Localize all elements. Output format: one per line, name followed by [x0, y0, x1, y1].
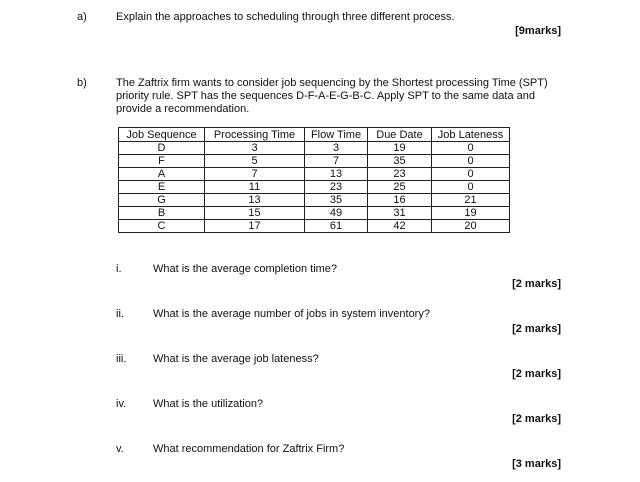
- part-b-text: The Zaftrix firm wants to consider job sequencing by the Shortest processing Time (SPT) priority rule. SPT has the sequences D-F-A-E-G-B-C. Apply SPT to the same data and provide a recommendation.: [116, 77, 548, 115]
- part-b-label: b): [77, 77, 87, 89]
- job-cell: B: [119, 207, 205, 220]
- table-row: [119, 181, 510, 194]
- job-sequence-table: [118, 127, 510, 233]
- lateness-cell: 0: [432, 155, 510, 168]
- question-marks: [3 marks]: [512, 458, 561, 470]
- due-date-cell: 23: [368, 168, 432, 181]
- header-processing-time: Processing Time: [205, 128, 305, 142]
- question-text: What is the average number of jobs in system inventory?: [153, 308, 430, 320]
- part-a-label: a): [77, 11, 87, 23]
- job-cell: G: [119, 194, 205, 207]
- job-cell: D: [119, 142, 205, 155]
- lateness-cell: 19: [432, 207, 510, 220]
- job-cell: E: [119, 181, 205, 194]
- table-row: [119, 155, 510, 168]
- processing-time-cell: 5: [205, 155, 305, 168]
- table-row: [119, 194, 510, 207]
- header-due-date: Due Date: [368, 128, 432, 142]
- flow-time-cell: 61: [305, 220, 368, 233]
- flow-time-cell: 35: [305, 194, 368, 207]
- processing-time-cell: 11: [205, 181, 305, 194]
- due-date-cell: 35: [368, 155, 432, 168]
- question-marks: [2 marks]: [512, 278, 561, 290]
- question-number: iv.: [116, 398, 127, 410]
- processing-time-cell: 7: [205, 168, 305, 181]
- question-marks: [2 marks]: [512, 323, 561, 335]
- question-number: v.: [116, 443, 124, 455]
- question-text: What is the average job lateness?: [153, 353, 319, 365]
- question-marks: [2 marks]: [512, 368, 561, 380]
- table-row: [119, 220, 510, 233]
- job-cell: A: [119, 168, 205, 181]
- lateness-cell: 21: [432, 194, 510, 207]
- question-number: iii.: [116, 353, 127, 365]
- question-text: What is the utilization?: [153, 398, 264, 410]
- due-date-cell: 31: [368, 207, 432, 220]
- processing-time-cell: 17: [205, 220, 305, 233]
- flow-time-cell: 3: [305, 142, 368, 155]
- processing-time-cell: 3: [205, 142, 305, 155]
- processing-time-cell: 15: [205, 207, 305, 220]
- question-text: What is the average completion time?: [153, 263, 338, 275]
- due-date-cell: 42: [368, 220, 432, 233]
- flow-time-cell: 23: [305, 181, 368, 194]
- part-a-marks: [9marks]: [515, 25, 561, 37]
- due-date-cell: 25: [368, 181, 432, 194]
- flow-time-cell: 7: [305, 155, 368, 168]
- lateness-cell: 0: [432, 181, 510, 194]
- job-cell: C: [119, 220, 205, 233]
- due-date-cell: 19: [368, 142, 432, 155]
- table-header-row: [119, 128, 510, 142]
- flow-time-cell: 13: [305, 168, 368, 181]
- flow-time-cell: 49: [305, 207, 368, 220]
- question-number: i.: [116, 263, 122, 275]
- table-row: [119, 142, 510, 155]
- question-text: What recommendation for Zaftrix Firm?: [153, 443, 345, 455]
- part-a-text: Explain the approaches to scheduling through three different process.: [116, 11, 455, 23]
- header-flow-time: Flow Time: [305, 128, 368, 142]
- header-job-sequence: Job Sequence: [119, 128, 205, 142]
- question-marks: [2 marks]: [512, 413, 561, 425]
- lateness-cell: 0: [432, 168, 510, 181]
- lateness-cell: 20: [432, 220, 510, 233]
- question-number: ii.: [116, 308, 124, 320]
- lateness-cell: 0: [432, 142, 510, 155]
- table-row: [119, 207, 510, 220]
- due-date-cell: 16: [368, 194, 432, 207]
- table-row: [119, 168, 510, 181]
- header-job-lateness: Job Lateness: [432, 128, 510, 142]
- processing-time-cell: 13: [205, 194, 305, 207]
- job-cell: F: [119, 155, 205, 168]
